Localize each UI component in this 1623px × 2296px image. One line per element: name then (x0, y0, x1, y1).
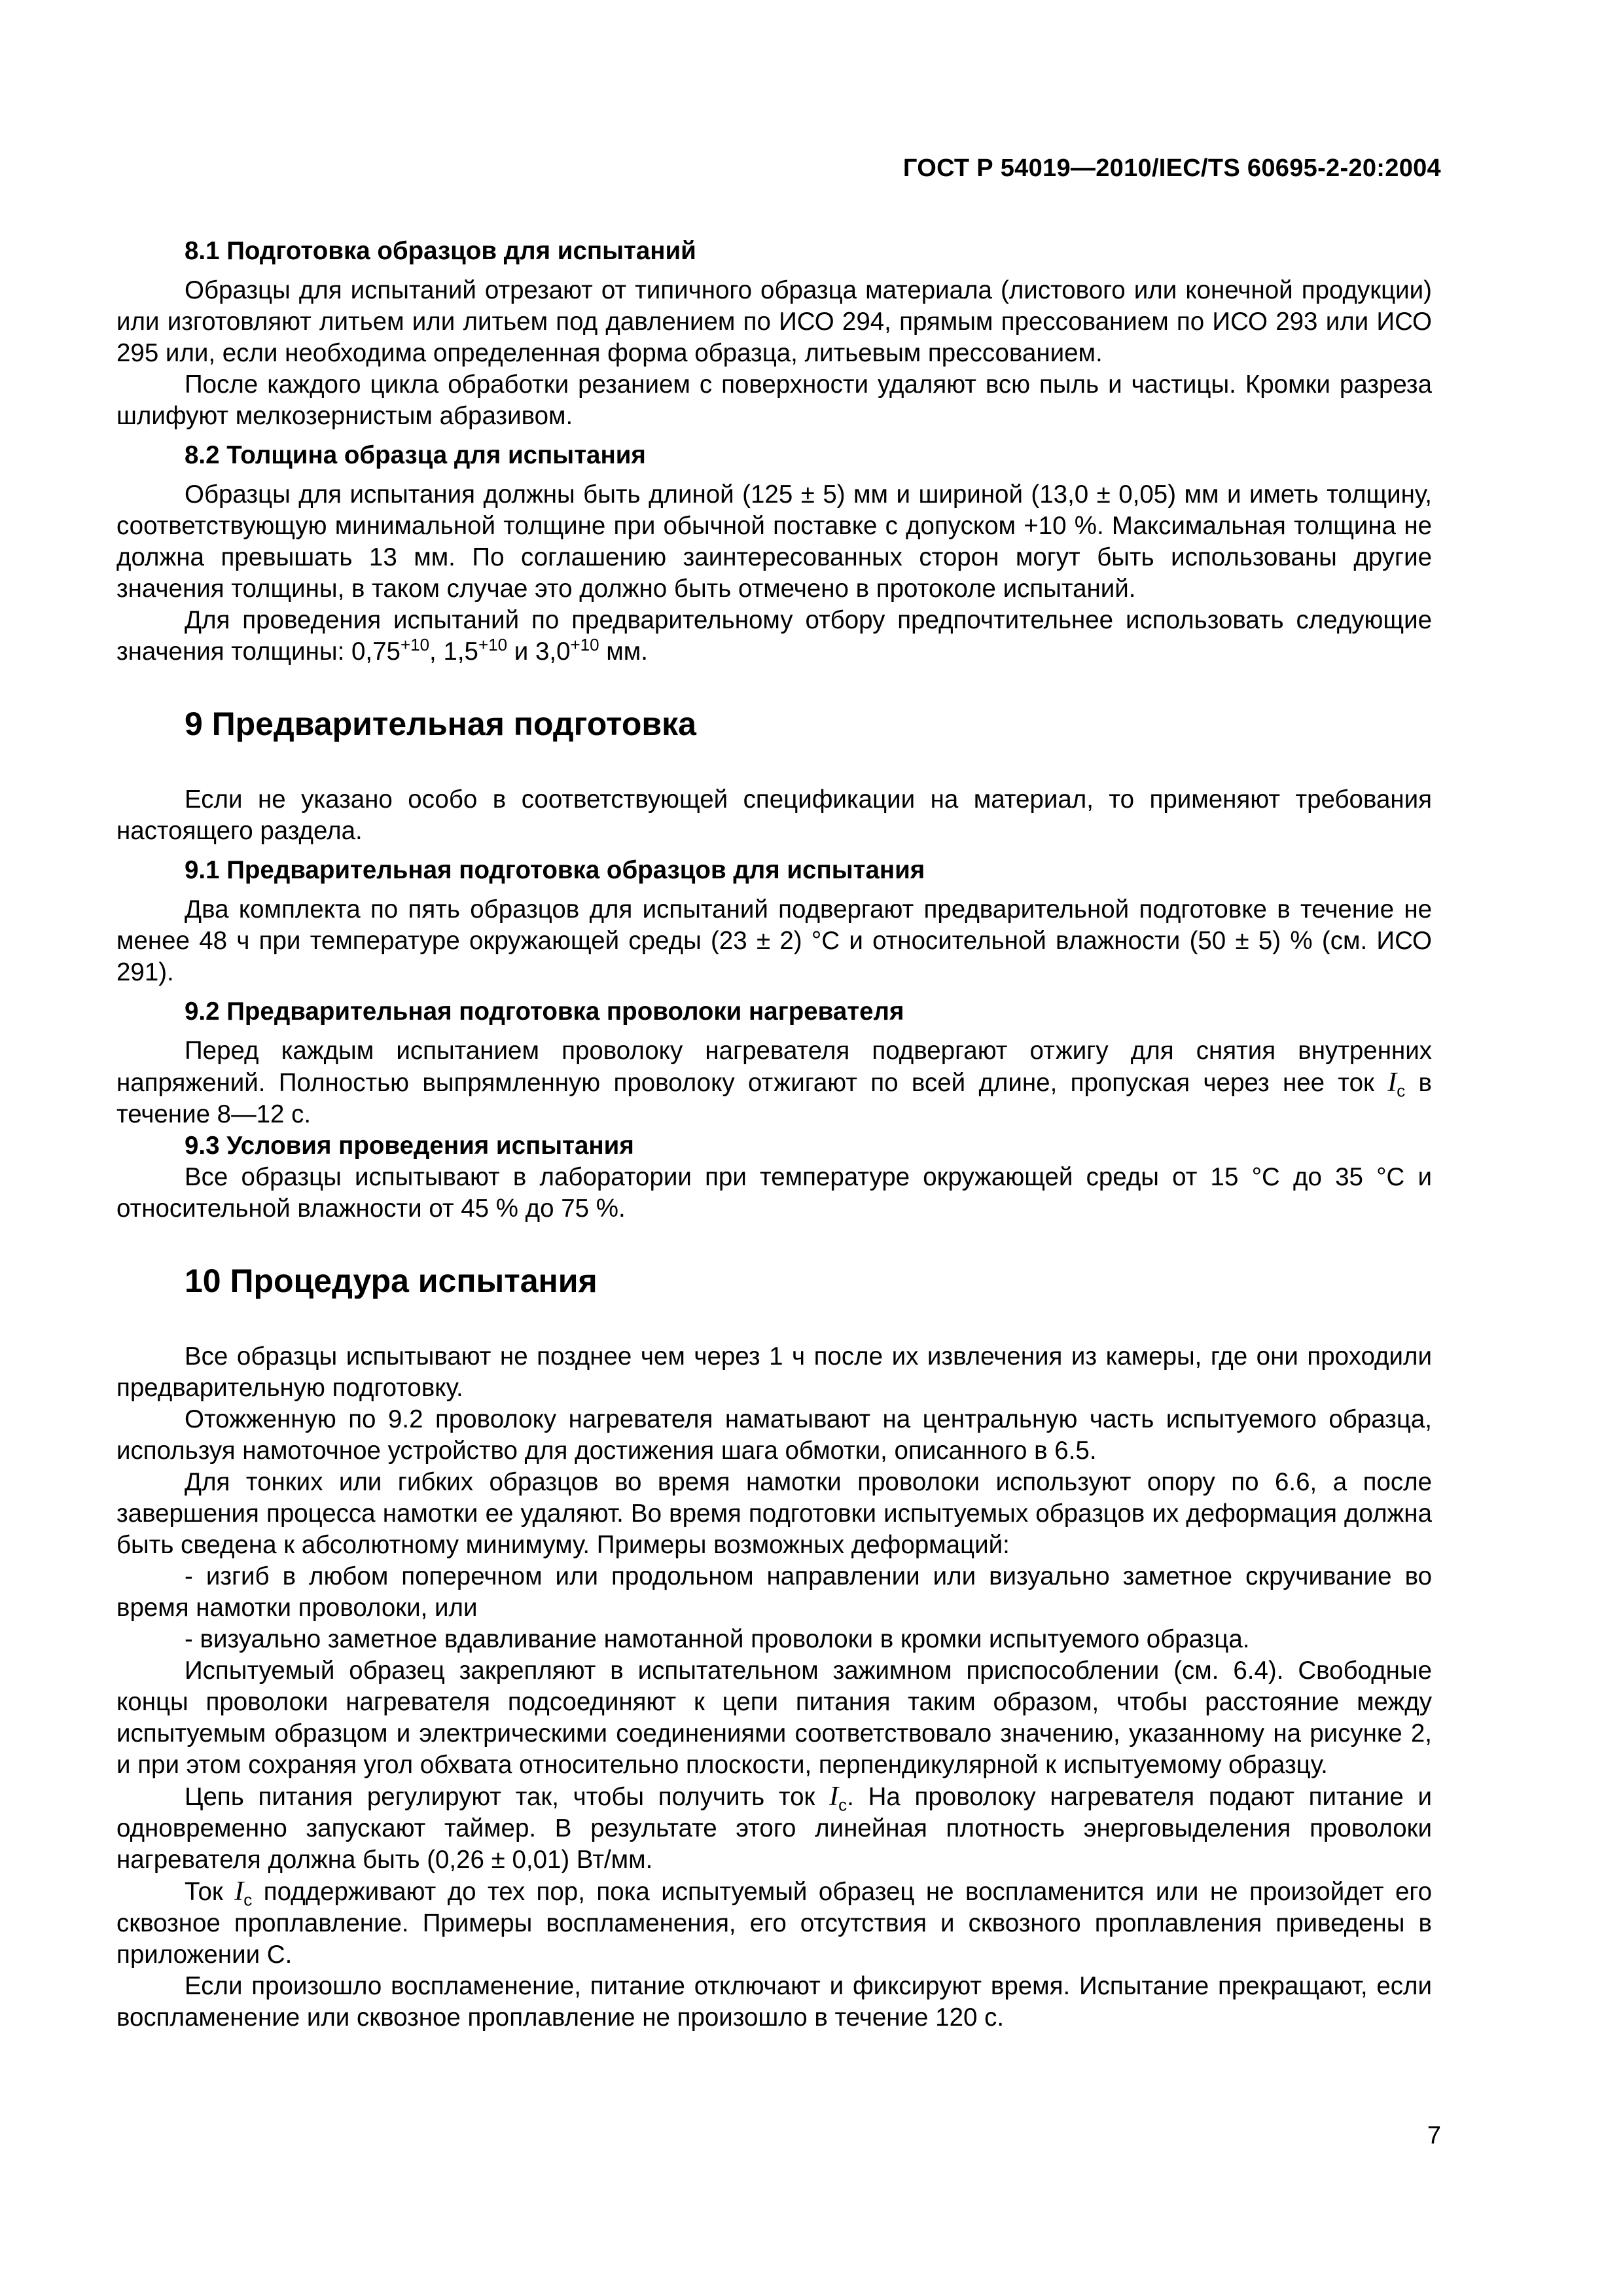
tolerance-superscript: +10 (400, 635, 430, 655)
current-subscript: c (1397, 1081, 1406, 1101)
text-run: , 1,5 (429, 637, 478, 666)
current-symbol: I (234, 1876, 244, 1907)
paragraph: Образцы для испытания должны быть длиной (125 ± 5) мм и шириной (13,0 ± 0,05) мм и иметь толщину, соответствующую минимальной толщине при обычной поставке с допуском +10 %. Максимальная толщина не должна превышать 13 мм. По соглашению заинтересованных сторон могут быть использованы другие значения толщины, в таком случае это должно быть отмечено в протоколе испытаний. (116, 480, 1432, 603)
text-run: мм. (599, 637, 648, 666)
section-9-title: 9 Предварительная подготовка (185, 706, 696, 742)
text-run: в течение 8—12 с. (116, 1069, 1432, 1128)
tolerance-superscript: +10 (478, 635, 508, 655)
document-header: ГОСТ Р 54019—2010/IEC/TS 60695-2-20:2004 (902, 154, 1441, 182)
paragraph: Образцы для испытаний отрезают от типичного образца материала (листового или конечной продукции) или изготовляют литьем или литьем под давлением по ИСО 294, прямым прессованием по ИСО 293 или ИСО 295 или, если необходима определенная форма образца, литьевым прессованием. (116, 276, 1432, 367)
paragraph: Для тонких или гибких образцов во время намотки проволоки используют опору по 6.6, а после завершения процесса намотки ее удаляют. Во время подготовки испытуемых образцов их деформация должна быть сведена к абсолютному минимуму. Примеры возможных деформаций: (116, 1468, 1432, 1559)
text-run: Цепь питания регулируют так, чтобы получить ток (185, 1783, 830, 1811)
text-run: и 3,0 (507, 637, 571, 666)
section-8-2-title: 8.2 Толщина образца для испытания (185, 441, 646, 469)
current-subscript: c (838, 1795, 847, 1815)
text-run: Перед каждым испытанием проволоку нагревателя подвергают отжигу для снятия внутренних напряжений. Полностью выпрямленную проволоку отжигают по всей длине, пропуская через нее ток (116, 1037, 1432, 1097)
page-content (116, 228, 1432, 2034)
paragraph: После каждого цикла обработки резанием с поверхности удаляют всю пыль и частицы. Кромки разреза шлифуют мелкозернистым абразивом. (116, 370, 1432, 430)
paragraph: Два комплекта по пять образцов для испытаний подвергают предварительной подготовке в течение не менее 48 ч при температуре окружающей среды (23 ± 2) °С и относительной влажности (50 ± 5) % (см. ИСО 291). (116, 895, 1432, 986)
list-item: - изгиб в любом поперечном или продольном направлении или визуально заметное скручивание во время намотки проволоки, или (116, 1562, 1432, 1622)
paragraph (116, 1781, 1432, 1876)
text-run: . На проволоку нагревателя подают питание и одновременно запускают таймер. В результате этого линейная плотность энерговыделения проволоки нагревателя должна быть (0,26 ± 0,01) Вт/мм. (116, 1783, 1433, 1874)
paragraph: Испытуемый образец закрепляют в испытательном зажимном приспособлении (см. 6.4). Свободные концы проволоки нагревателя подсоединяют к цепи питания таким образом, чтобы расстояние между испытуемым образцом и электрическими соединениями соответствовало значению, указанному на рисунке 2, и при этом сохраняя угол обхвата относительно плоскости, перпендикулярной к испытуемому образцу. (116, 1657, 1432, 1779)
paragraph: Все образцы испытывают в лаборатории при температуре окружающей среды от 15 °С до 35 °С и относительной влажности от 45 % до 75 %. (116, 1163, 1432, 1223)
list-item: - визуально заметное вдавливание намотанной проволоки в кромки испытуемого образца. (185, 1625, 1250, 1653)
section-10-title: 10 Процедура испытания (185, 1263, 597, 1299)
current-symbol: I (1387, 1067, 1397, 1098)
paragraph: Все образцы испытывают не позднее чем через 1 ч после их извлечения из камеры, где они проходили предварительную подготовку. (116, 1342, 1432, 1402)
current-subscript: c (243, 1890, 253, 1910)
paragraph (116, 605, 1432, 668)
current-symbol: I (829, 1782, 839, 1812)
paragraph: Если не указано особо в соответствующей спецификации на материал, то применяют требования настоящего раздела. (116, 785, 1432, 845)
paragraph (116, 1035, 1432, 1130)
section-9-1-title: 9.1 Предварительная подготовка образцов для испытания (185, 856, 925, 884)
page-number: 7 (1427, 2122, 1441, 2149)
text-run: Для проведения испытаний по предварительному отбору предпочтительнее использовать следующие значения толщины: 0,75 (116, 606, 1432, 666)
paragraph (116, 1876, 1432, 1971)
tolerance-superscript: +10 (570, 635, 599, 655)
text-run: Ток (185, 1878, 235, 1906)
section-9-2-title: 9.2 Предварительная подготовка проволоки нагревателя (185, 997, 904, 1026)
section-9-3-title: 9.3 Условия проведения испытания (185, 1132, 634, 1160)
text-run: поддерживают до тех пор, пока испытуемый образец не воспламенится или не произойдет его сквозное проплавление. Примеры воспламенения, его отсутствия и сквозного проплавления приведены в приложении С. (116, 1878, 1433, 1969)
section-8-1-title: 8.1 Подготовка образцов для испытаний (185, 237, 696, 265)
paragraph: Если произошло воспламенение, питание отключают и фиксируют время. Испытание прекращают, если воспламенение или сквозное проплавление не произошло в течение 120 с. (116, 1972, 1432, 2032)
paragraph: Отожженную по 9.2 проволоку нагревателя наматывают на центральную часть испытуемого образца, используя намоточное устройство для достижения шага обмотки, описанного в 6.5. (116, 1405, 1432, 1465)
